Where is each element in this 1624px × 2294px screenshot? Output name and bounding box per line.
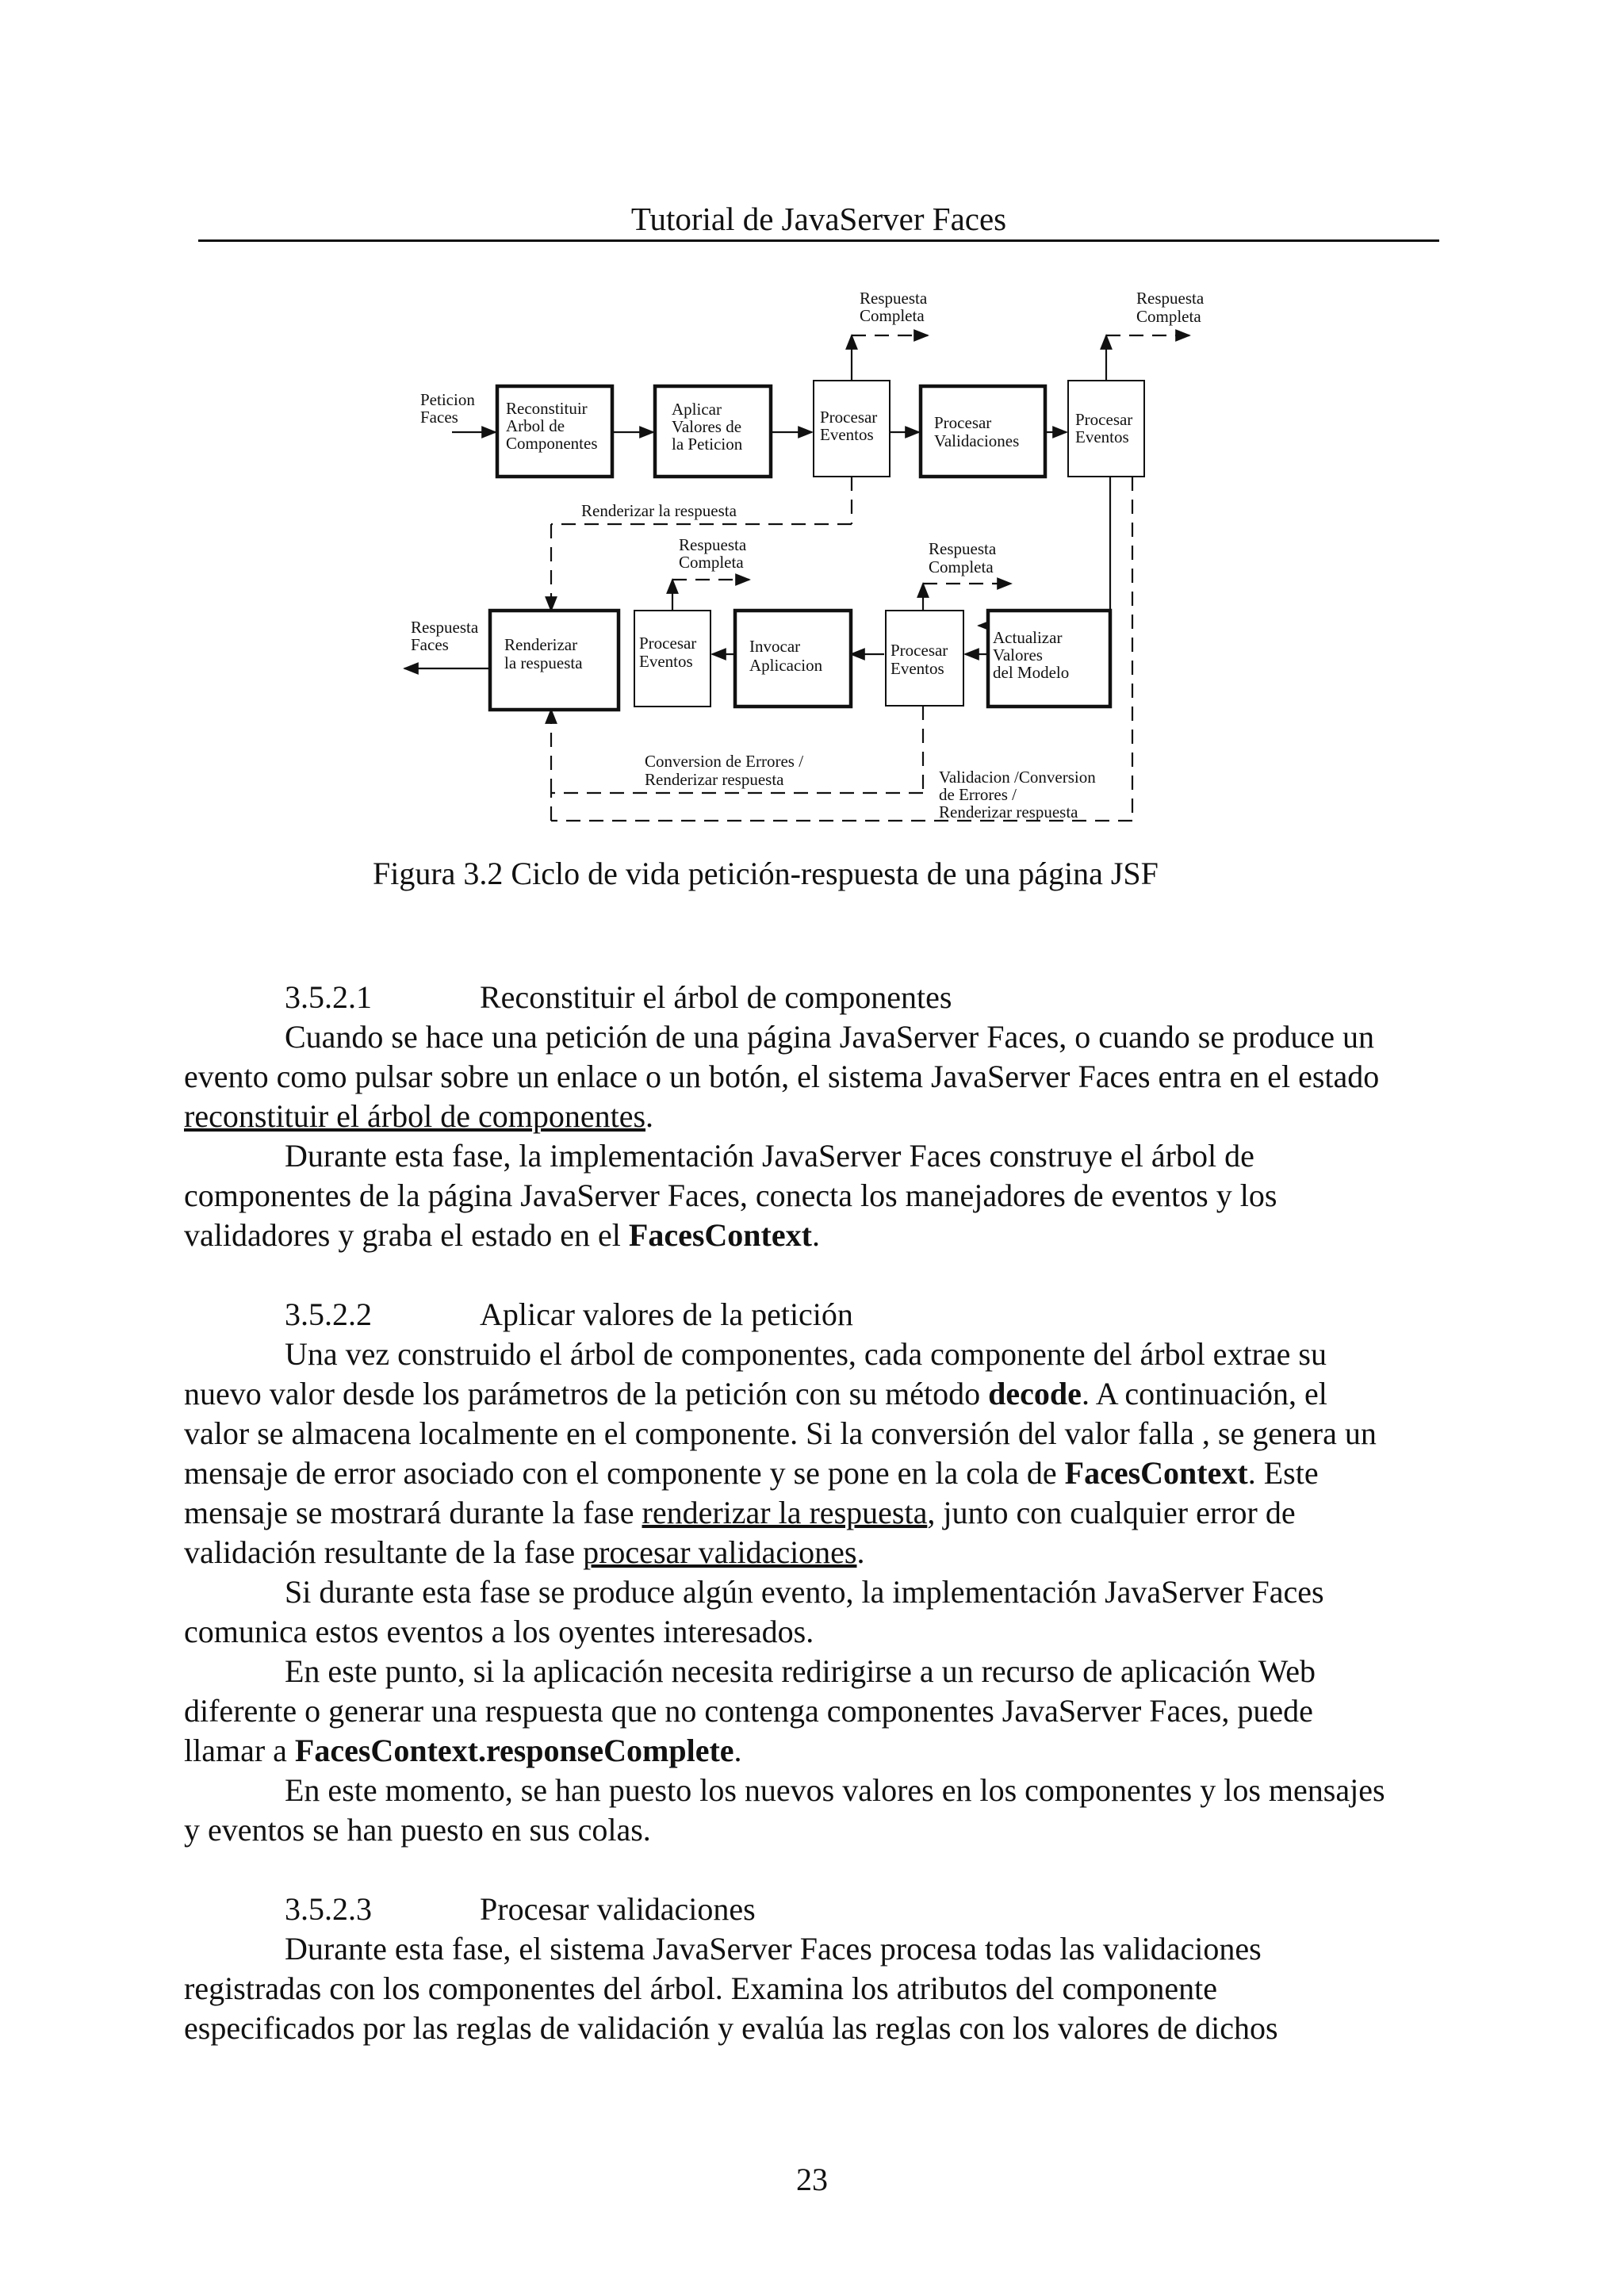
paragraph-line: mensaje se mostrará durante la fase renderizar la respuesta, junto con cualquier error de	[184, 1495, 1296, 1530]
paragraph-line: validación resultante de la fase procesar validaciones.	[184, 1534, 865, 1570]
label-conversion-errores: Conversion de Errores / Renderizar respuesta	[645, 752, 804, 789]
paragraph-line: componentes de la página JavaServer Faces, conecta los manejadores de eventos y los	[184, 1178, 1277, 1213]
label-peticion-faces: Peticion Faces	[420, 390, 475, 427]
node-invocar-label: Invocar Aplicacion	[749, 637, 823, 675]
paragraph-line: En este punto, si la aplicación necesita redirigirse a un recurso de aplicación Web	[285, 1653, 1316, 1689]
paragraph-line: Si durante esta fase se produce algún evento, la implementación JavaServer Faces	[285, 1574, 1324, 1610]
code-term: FacesContext	[628, 1217, 812, 1253]
paragraph-line: En este momento, se han puesto los nuevos valores en los componentes y los mensajes	[285, 1772, 1385, 1808]
node-procesar-eventos-1-label: Procesar Eventos	[820, 408, 878, 444]
node-actualizar-label: Actualizar Valores del Modelo	[993, 628, 1070, 682]
node-procesar-eventos-4-label: Procesar Eventos	[639, 634, 697, 671]
node-reconstituir-label: Reconstituir Arbol de Componentes	[506, 399, 598, 453]
node-aplicar-label: Aplicar Valores de la Peticion	[672, 400, 743, 454]
label-respuesta-faces: Respuesta Faces	[411, 618, 479, 654]
paragraph-line: especificados por las reglas de validación y evalúa las reglas con los valores de dichos	[184, 2010, 1278, 2046]
paragraph-line: llamar a FacesContext.responseComplete.	[184, 1733, 742, 1768]
header-title: Tutorial de JavaServer Faces	[630, 201, 1007, 237]
code-term: FacesContext.responseComplete	[294, 1733, 734, 1768]
term-link: reconstituir el árbol de componentes	[184, 1098, 646, 1134]
paragraph-line: nuevo valor desde los parámetros de la petición con su método decode. A continuación, el	[184, 1376, 1327, 1411]
code-term: decode	[988, 1376, 1082, 1411]
node-procesar-eventos-3-label: Procesar Eventos	[891, 641, 948, 678]
running-header	[198, 198, 1439, 242]
paragraph-line: diferente o generar una respuesta que no contenga componentes JavaServer Faces, puede	[184, 1693, 1313, 1729]
paragraph-line: Durante esta fase, la implementación JavaServer Faces construye el árbol de	[285, 1138, 1254, 1174]
label-respuesta-completa-3: Respuesta Completa	[679, 535, 747, 572]
paragraph-line: Una vez construido el árbol de componentes, cada componente del árbol extrae su	[285, 1336, 1327, 1372]
term-link: procesar validaciones	[583, 1534, 857, 1570]
paragraph-line: comunica estos eventos a los oyentes interesados.	[184, 1614, 814, 1649]
paragraph-line: Durante esta fase, el sistema JavaServer Faces procesa todas las validaciones	[285, 1931, 1262, 1967]
section-heading: 3.5.2.2 Aplicar valores de la petición	[285, 1296, 853, 1332]
paragraph-line: reconstituir el árbol de componentes.	[184, 1098, 654, 1134]
paragraph-line: Cuando se hace una petición de una página JavaServer Faces, o cuando se produce un	[285, 1019, 1374, 1055]
node-procesar-eventos-2-label: Procesar Eventos	[1075, 410, 1133, 446]
paragraph-line: mensaje de error asociado con el componente y se pone en la cola de FacesContext. Este	[184, 1455, 1319, 1491]
label-renderizar-la-respuesta: Renderizar la respuesta	[581, 501, 737, 520]
section-heading: 3.5.2.1 Reconstituir el árbol de componentes	[285, 979, 952, 1015]
body-text	[184, 978, 1453, 2048]
label-respuesta-completa-4: Respuesta Completa	[929, 539, 997, 576]
paragraph-line: y eventos se han puesto en sus colas.	[184, 1812, 651, 1848]
paragraph-line: validadores y graba el estado en el FacesContext.	[184, 1217, 820, 1253]
section-heading: 3.5.2.3 Procesar validaciones	[285, 1891, 756, 1927]
blank-line	[184, 1255, 1453, 1295]
paragraph-line: evento como pulsar sobre un enlace o un botón, el sistema JavaServer Faces entra en el estado	[184, 1059, 1380, 1094]
label-respuesta-completa-2: Respuesta Completa	[1136, 289, 1205, 326]
label-respuesta-completa-1: Respuesta Completa	[860, 289, 928, 325]
label-validacion-conversion: Validacion /Conversion de Errores / Renderizar respuesta	[939, 768, 1096, 821]
paragraph-line: valor se almacena localmente en el componente. Si la conversión del valor falla , se genera un	[184, 1415, 1377, 1451]
blank-line	[184, 1850, 1453, 1890]
node-renderizar-label: Renderizar la respuesta	[504, 635, 583, 672]
code-term: FacesContext	[1064, 1455, 1248, 1491]
page-number: 23	[796, 2162, 828, 2197]
term-link: renderizar la respuesta	[642, 1495, 928, 1530]
figure-caption: Figura 3.2 Ciclo de vida petición-respuesta de una página JSF	[373, 856, 1159, 891]
jsf-lifecycle-diagram	[396, 281, 1245, 837]
paragraph-line: registradas con los componentes del árbol. Examina los atributos del componente	[184, 1970, 1217, 2006]
node-procesar-validaciones-label: Procesar Validaciones	[934, 413, 1020, 450]
